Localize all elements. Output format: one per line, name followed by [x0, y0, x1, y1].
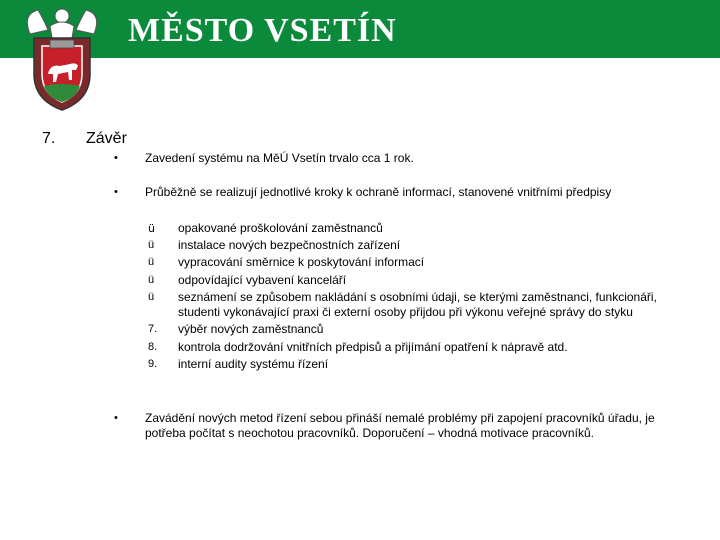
list-item-text: interní audity systému řízení: [178, 356, 329, 371]
list-item: [148, 273, 678, 289]
coat-of-arms-icon: [20, 4, 104, 114]
check-icon: ü: [148, 256, 155, 269]
header-bar: [0, 0, 720, 58]
bullet-text: Průběžně se realizují jednotlivé kroky k ochraně informací, stanovené vnitřními předpisy: [145, 185, 612, 199]
check-icon: ü: [148, 273, 155, 286]
bullet-text: Zavedení systému na MěÚ Vsetín trvalo cca 1 rok.: [145, 151, 414, 165]
list-number: 9.: [148, 357, 158, 370]
check-icon: ü: [148, 239, 155, 252]
list-number: 8.: [148, 340, 158, 353]
sub-list: [148, 221, 678, 374]
check-icon: ü: [148, 290, 155, 303]
list-item-text: vypracování směrnice k poskytování informací: [178, 255, 425, 270]
bullet-marker: •: [114, 186, 118, 198]
list-item: [148, 255, 678, 271]
list-item: [148, 340, 678, 356]
list-item-text: odpovídající vybavení kanceláří: [178, 272, 347, 287]
section-number: 7.: [42, 130, 56, 147]
list-item: [148, 322, 678, 338]
list-item-text: seznámení se způsobem nakládání s osobními údaji, se kterými zaměstnanci, funkcionáři, studenti vykonávající praxi či externí osoby přijdou při výkonu veřejné správy do styku: [178, 289, 657, 320]
bullet-marker: •: [114, 152, 118, 164]
list-item-text: opakované proškolování zaměstnanců: [178, 221, 383, 235]
bullet-marker: •: [114, 412, 118, 424]
list-number: 7.: [148, 323, 158, 336]
bullet-text: Zavádění nových metod řízení sebou přináší nemalé problémy při zapojení pracovníků úřadu, je potřeba počítat s neochotou pracovníků. Doporučení – vhodná motivace pracovníků.: [145, 411, 655, 440]
list-item: [148, 357, 678, 373]
list-item: [148, 290, 678, 321]
list-item: [148, 221, 678, 237]
list-item-text: výběr nových zaměstnanců: [178, 322, 324, 337]
list-item-text: kontrola dodržování vnitřních předpisů a přijímání opatření k nápravě atd.: [178, 339, 568, 354]
check-icon: ü: [148, 222, 155, 235]
section-title: Závěr: [86, 130, 127, 147]
town-title: MĚSTO VSETÍN: [128, 12, 397, 49]
list-item-text: instalace nových bezpečnostních zařízení: [178, 238, 401, 253]
list-item: [148, 238, 678, 254]
